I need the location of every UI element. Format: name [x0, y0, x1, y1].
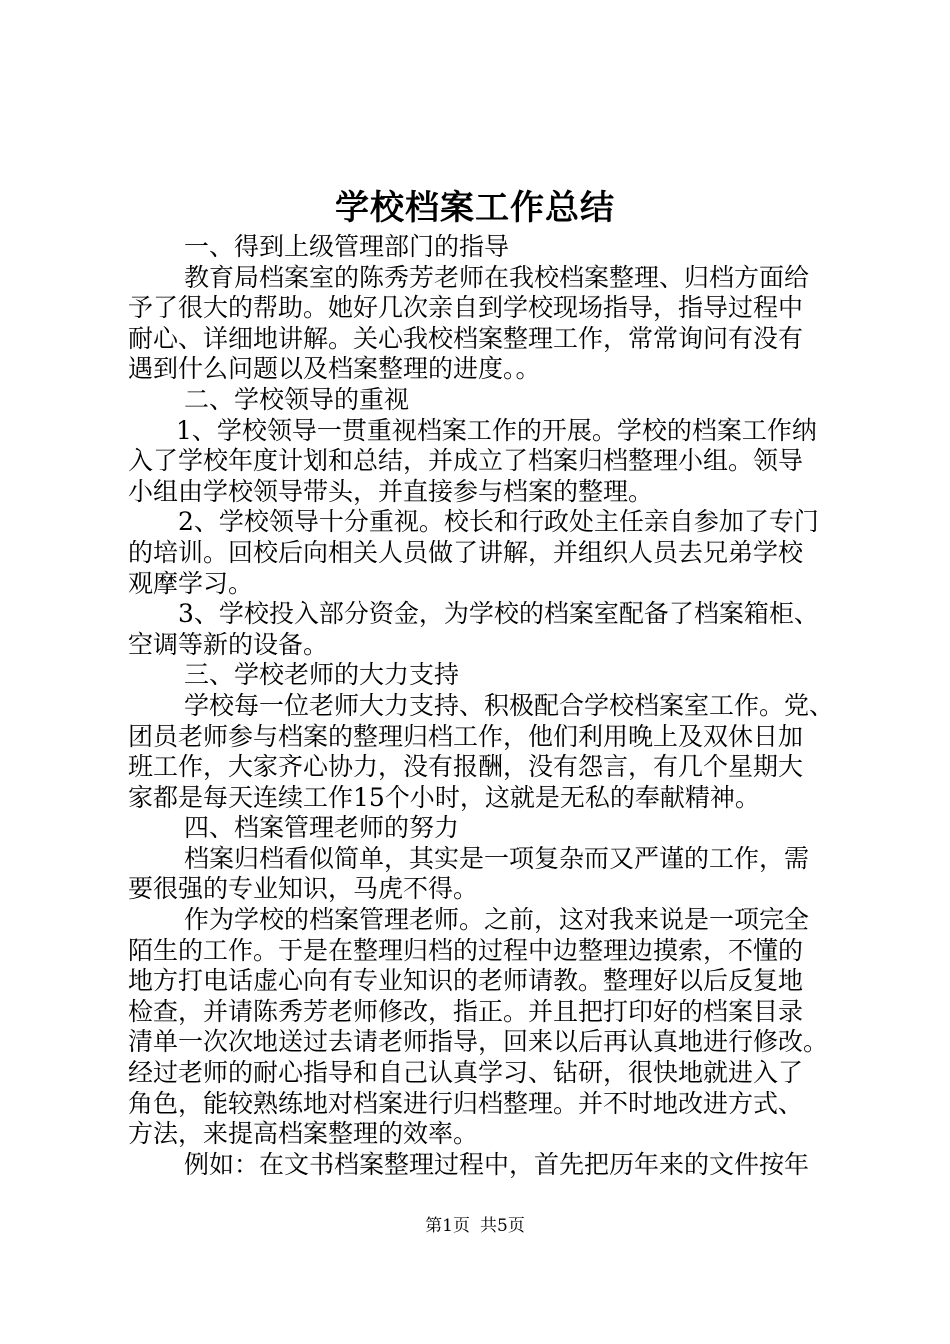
body-line: 遇到什么问题以及档案整理的进度。。 — [128, 354, 541, 384]
body-line: 方法，来提高档案整理的效率。 — [128, 1119, 479, 1149]
body-line: 一、得到上级管理部门的指导 — [184, 232, 510, 261]
body-line: 1、学校领导一贯重视档案工作的开展。学校的档案工作纳 — [176, 415, 817, 445]
page-total: 共5页 — [480, 1216, 525, 1236]
body-line: 三、学校老师的大力支持 — [184, 660, 460, 690]
page-number: 第1页 — [425, 1216, 470, 1236]
document-body — [128, 232, 836, 1180]
body-line: 教育局档案室的陈秀芳老师在我校档案整理、归档方面给 — [184, 262, 810, 292]
body-line: 团员老师参与档案的整理归档工作，他们利用晚上及双休日加 — [128, 721, 804, 751]
body-line: 入了学校年度计划和总结，并成立了档案归档整理小组。领导 — [128, 446, 804, 476]
body-line: 二、学校领导的重视 — [184, 384, 410, 414]
body-line: 要很强的专业知识，马虎不得。 — [128, 874, 479, 904]
body-line: 档案归档看似简单，其实是一项复杂而又严谨的工作，需 — [184, 843, 810, 873]
body-line: 小组由学校领导带头，并直接参与档案的整理。 — [128, 476, 654, 506]
body-line: 班工作，大家齐心协力，没有报酬，没有怨言，有几个星期大 — [128, 752, 804, 782]
body-line: 角色，能较熟练地对档案进行归档整理。并不时地改进方式、 — [128, 1088, 804, 1118]
body-line: 3、学校投入部分资金，为学校的档案室配备了档案箱柜、 — [178, 599, 819, 629]
body-line: 学校每一位老师大力支持、积极配合学校档案室工作。党、 — [184, 690, 835, 720]
page-footer — [0, 1215, 950, 1237]
body-line: 地方打电话虚心向有专业知识的老师请教。整理好以后反复地 — [128, 966, 804, 996]
body-line: 检查，并请陈秀芳老师修改，指正。并且把打印好的档案目录 — [128, 996, 804, 1026]
document-title: 学校档案工作总结 — [335, 188, 615, 228]
body-line: 观摩学习。 — [128, 568, 254, 598]
body-line: 的培训。回校后向相关人员做了讲解，并组织人员去兄弟学校 — [128, 537, 804, 567]
body-line: 例如：在文书档案整理过程中，首先把历年来的文件按年 — [184, 1149, 810, 1179]
body-line: 作为学校的档案管理老师。之前，这对我来说是一项完全 — [184, 905, 810, 935]
body-line: 耐心、详细地讲解。关心我校档案整理工作，常常询问有没有 — [128, 323, 804, 353]
body-line: 空调等新的设备。 — [128, 629, 329, 659]
body-line: 家都是每天连续工作15个小时，这就是无私的奉献精神。 — [128, 782, 760, 812]
body-line: 四、档案管理老师的努力 — [184, 813, 460, 843]
body-line: 清单一次次地送过去请老师指导，回来以后再认真地进行修改。 — [128, 1027, 829, 1057]
body-line: 经过老师的耐心指导和自己认真学习、钻研，很快地就进入了 — [128, 1058, 804, 1088]
body-line: 陌生的工作。于是在整理归档的过程中边整理边摸索，不懂的 — [128, 935, 804, 965]
body-line: 予了很大的帮助。她好几次亲自到学校现场指导，指导过程中 — [128, 293, 804, 323]
body-line: 2、学校领导十分重视。校长和行政处主任亲自参加了专门 — [178, 507, 819, 537]
